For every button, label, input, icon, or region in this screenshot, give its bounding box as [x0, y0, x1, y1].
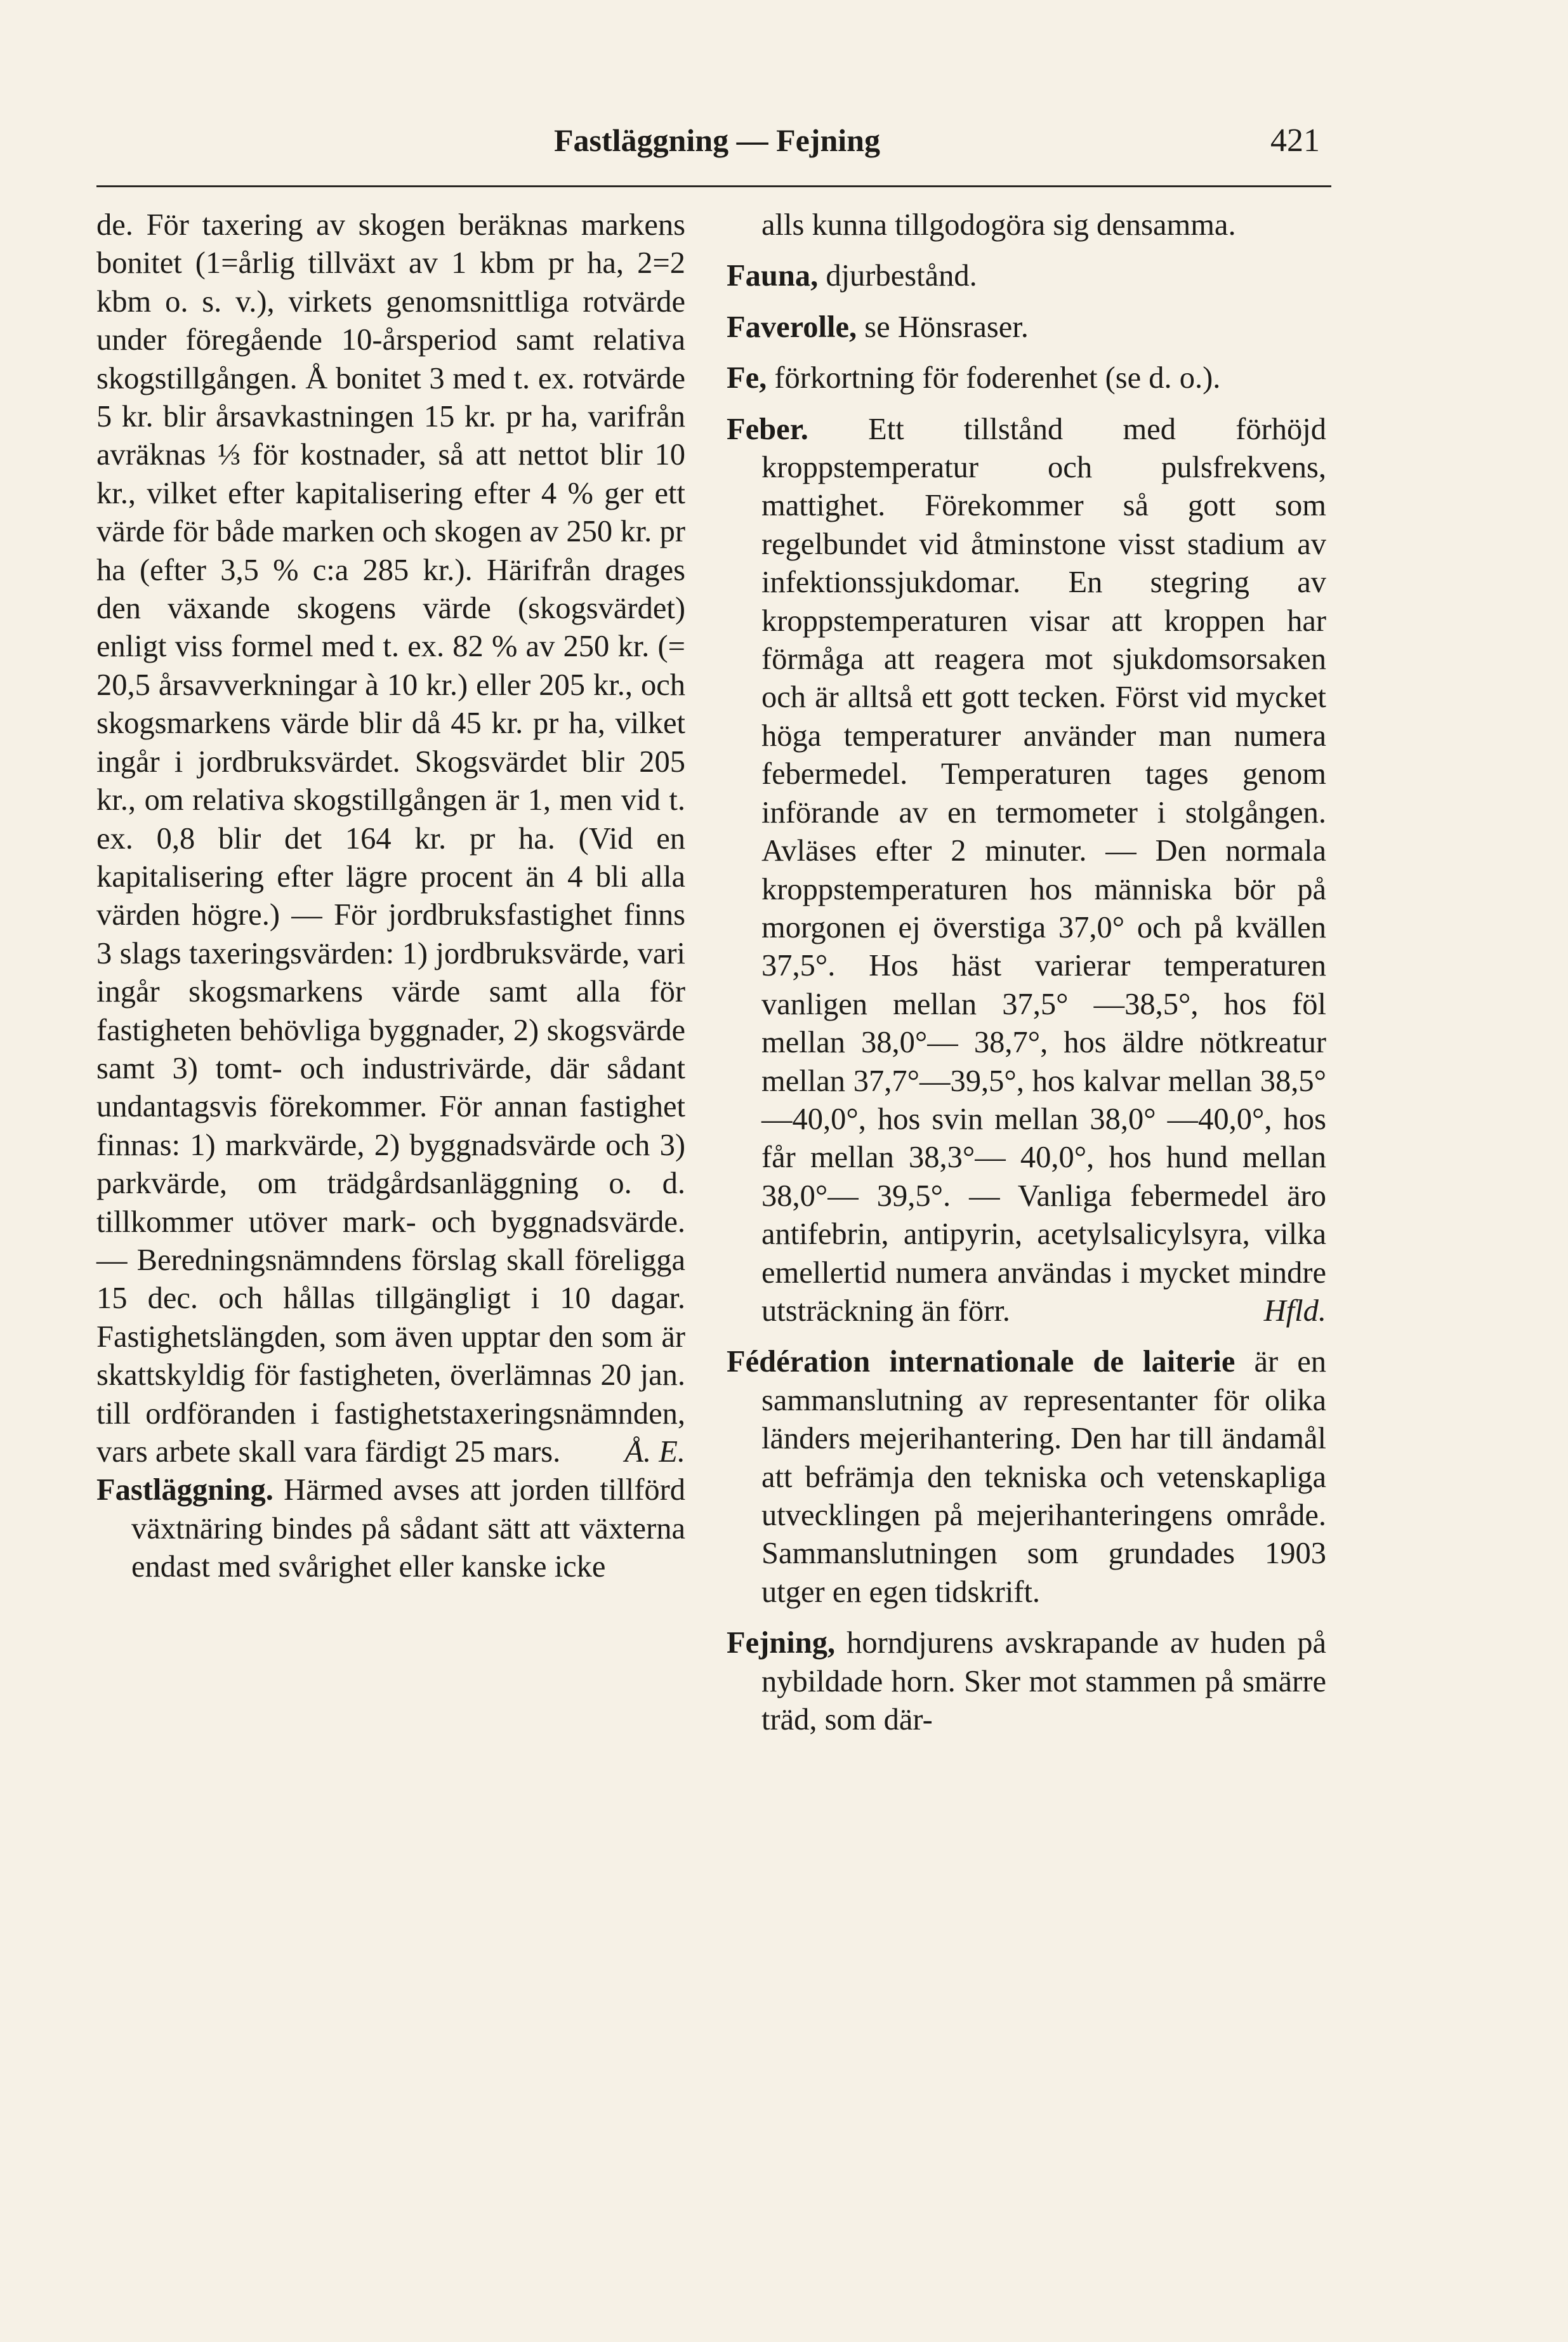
entry-feber — [727, 411, 1326, 1331]
entry-taxering-continued — [96, 206, 685, 1471]
left-column — [96, 206, 685, 1587]
entry-headword: Fastläggning. — [96, 1473, 273, 1507]
entry-text: är en sammanslutning av representanter för olika länders mejerihantering. Den har till ändamål att befrämja den tekniska och vetenskapliga utvecklingen på mejerihanteringens område. Sammanslutningen som grundades 1903 utger en egen tidskrift. — [761, 1345, 1326, 1609]
running-title: Fastläggning — Fejning — [554, 122, 880, 158]
entry-text: de. För taxering av skogen beräknas markens bonitet (1=årlig tillväxt av 1 kbm pr ha, 2=2 kbm o. s. v.), virkets genomsnittliga rotvärde under föregående 10-årsperiod samt relativa skogstillgången. Å bonitet 3 med t. ex. rotvärde 5 kr. blir årsavkastningen 15 kr. pr ha, varifrån avräknas ⅓ för kostnader, så att nettot blir 10 kr., vilket efter kapitalisering efter 4 % ger ett värde för både marken och skogen av 250 kr. pr ha (efter 3,5 % c:a 285 kr.). Härifrån drages den växande skogens värde (skogsvärdet) enligt viss formel med t. ex. 82 % av 250 kr. (= 20,5 årsavverkningar à 10 kr.) eller 205 kr., och skogsmarkens värde blir då 45 kr. pr ha, vilket ingår i jordbruksvärdet. Skogsvärdet blir 205 kr., om relativa skogstillgången är 1, men vid t. ex. 0,8 blir det 164 kr. pr ha. (Vid en kapitalisering efter lägre procent än 4 bli alla värden högre.) — För jordbruksfastighet finns 3 slags taxeringsvärden: 1) jordbruksvärde, vari ingår skogsmarkens värde samt alla för fastigheten behövliga byggnader, 2) skogsvärde samt 3) tomt- och industrivärde, där sådant undantagsvis förekommer. För annan fastighet finnas: 1) markvärde, 2) byggnadsvärde och 3) parkvärde, om trädgårdsanläggning o. d. tillkommer utöver mark- och byggnadsvärde. — Beredningsnämndens förslag skall föreligga 15 dec. och hållas tillgängligt i 10 dagar. Fastighetslängden, som även upptar den som är skattskyldig för fastigheten, överlämnas 20 jan. till ordföranden i fastighetstaxeringsnämnden, vars arbete skall vara färdigt 25 mars. — [96, 208, 685, 1469]
page-header — [114, 122, 1320, 179]
entry-text: förkortning för foderenhet (se d. o.). — [774, 361, 1221, 395]
entry-fejning — [727, 1624, 1326, 1739]
entry-fastlaggning — [96, 1471, 685, 1586]
entry-federation — [727, 1343, 1326, 1611]
page-number: 421 — [1270, 122, 1320, 159]
entry-text: horndjurens avskrapande av huden på nybildade horn. Sker mot stammen på smärre träd, som där- — [761, 1626, 1327, 1737]
entry-text: Härmed avses att jorden tillförd växtnäring bindes på sådant sätt att växterna endast med svårighet eller kanske icke — [131, 1473, 686, 1584]
entry-headword: Fejning, — [727, 1626, 836, 1660]
entry-headword: Feber. — [727, 412, 808, 446]
entry-text: djurbestånd. — [826, 259, 977, 293]
entry-text: Ett tillstånd med förhöjd kroppstemperatur och pulsfrekvens, mattighet. Förekommer så gott som regelbundet vid åtminstone visst stadium av infektionssjukdomar. En stegring av kroppstemperaturen visar att kroppen har förmåga att reagera mot sjukdomsorsaken och är alltså ett gott tecken. Först vid mycket höga temperaturer använder man numera febermedel. Temperaturen tages genom införande av en termometer i stolgången. Avläses efter 2 minuter. — Den normala kroppstemperaturen hos människa bör på morgonen ej överstiga 37,0° och på kvällen 37,5°. Hos häst varierar temperaturen vanligen mellan 37,5° —38,5°, hos föl mellan 38,0°— 38,7°, hos äldre nötkreatur mellan 37,7°—39,5°, hos kalvar mellan 38,5°—40,0°, hos svin mellan 38,0° —40,0°, hos får mellan 38,3°— 40,0°, hos hund mellan 38,0°— 39,5°. — Vanliga febermedel äro antifebrin, antipyrin, acetylsalicylsyra, vilka emellertid numera användas i mycket mindre utsträckning än förr. — [761, 412, 1326, 1328]
right-column — [727, 206, 1326, 1739]
author-signature: Hfld. — [1263, 1293, 1326, 1328]
entry-headword: Fauna, — [727, 259, 819, 293]
entry-text: alls kunna tillgodogöra sig densamma. — [761, 208, 1236, 242]
entry-headword: Faverolle, — [727, 310, 857, 344]
entry-headword: Fe, — [727, 361, 767, 395]
entry-text: se Hönsraser. — [864, 310, 1029, 344]
entry-headword: Fédération internationale de laiterie — [727, 1345, 1235, 1379]
entry-fastlaggning-continued — [727, 206, 1326, 244]
author-signature: Å. E. — [624, 1435, 685, 1469]
header-rule — [96, 185, 1331, 187]
entry-faverolle — [727, 308, 1326, 347]
entry-fe — [727, 359, 1326, 397]
entry-fauna — [727, 257, 1326, 295]
